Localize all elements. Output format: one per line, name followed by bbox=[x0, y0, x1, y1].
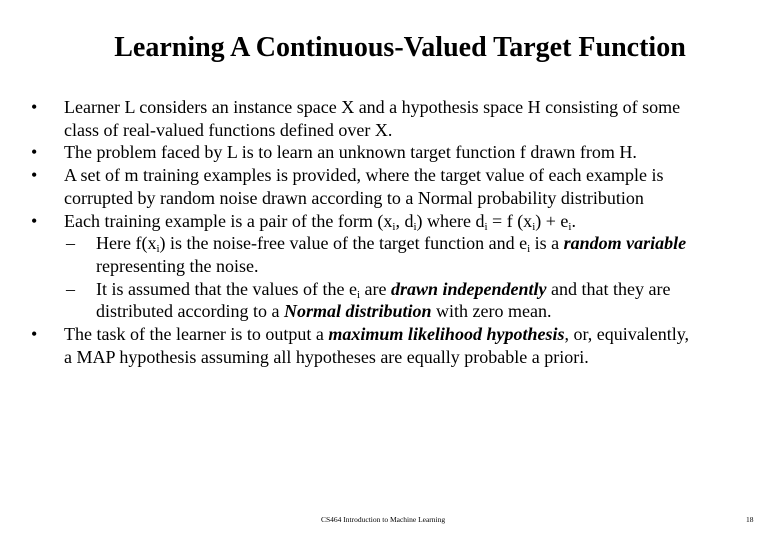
bullet-text: class of real-valued functions defined over X. bbox=[64, 119, 393, 140]
footer-page-number: 18 bbox=[746, 515, 754, 524]
dash-marker: – bbox=[66, 233, 75, 254]
bullet-text: corrupted by random noise drawn according to a Normal probability distribution bbox=[64, 187, 644, 208]
sub-bullet-text: distributed according to a Normal distribution with zero mean. bbox=[96, 301, 552, 322]
bullet-marker: • bbox=[31, 210, 38, 231]
emphasis-text: random variable bbox=[563, 233, 687, 254]
bullet-text: Each training example is a pair of the form ($x_i$, $d_i$) where $d_i = f$ $(x_i) + e_i$. bbox=[64, 210, 576, 233]
bullet-marker: • bbox=[31, 324, 38, 345]
bullet-list bbox=[0, 96, 780, 368]
bullet-marker: • bbox=[31, 165, 38, 186]
bullet-text: The task of the learner is to output a maximum likelihood hypothesis, or, equivalently, bbox=[64, 324, 690, 345]
bullet-text: a MAP hypothesis assuming all hypotheses are equally probable a priori. bbox=[64, 346, 589, 367]
emphasis-text: drawn independently bbox=[390, 278, 547, 299]
bullet-marker: • bbox=[31, 142, 38, 163]
emphasis-text: maximum likelihood hypothesis bbox=[328, 324, 565, 345]
slide-title: Learning A Continuous-Valued Target Function bbox=[114, 32, 686, 63]
bullet-marker: • bbox=[31, 97, 38, 117]
footer-course-title: CS464 Introduction to Machine Learning bbox=[321, 515, 446, 524]
bullet-item-2 bbox=[0, 141, 780, 164]
bullet-item-4 bbox=[0, 210, 780, 233]
bullet-text: A set of m training examples is provided, where the target value of each example is bbox=[64, 165, 664, 186]
emphasis-text: Normal distribution bbox=[283, 301, 432, 322]
sub-bullet-item-1 bbox=[0, 232, 780, 277]
bullet-text: Learner L considers an instance space X and a hypothesis space H consisting of some bbox=[64, 97, 681, 117]
bullet-item-1 bbox=[0, 96, 780, 141]
bullet-text: The problem faced by L is to learn an unknown target function f drawn from H. bbox=[64, 142, 637, 163]
sub-bullet-text: It is assumed that the values of the $e_i$ are drawn independently and that they are bbox=[96, 278, 671, 301]
dash-marker: – bbox=[66, 278, 75, 299]
sub-bullet-text: Here $f(x_i)$ is the noise-free value of the target function and $e_i$ is a random variable bbox=[96, 233, 687, 256]
sub-bullet-text: representing the noise. bbox=[96, 255, 259, 276]
bullet-item-3 bbox=[0, 164, 780, 209]
bullet-item-5 bbox=[0, 323, 780, 368]
sub-bullet-item-2 bbox=[0, 278, 780, 323]
